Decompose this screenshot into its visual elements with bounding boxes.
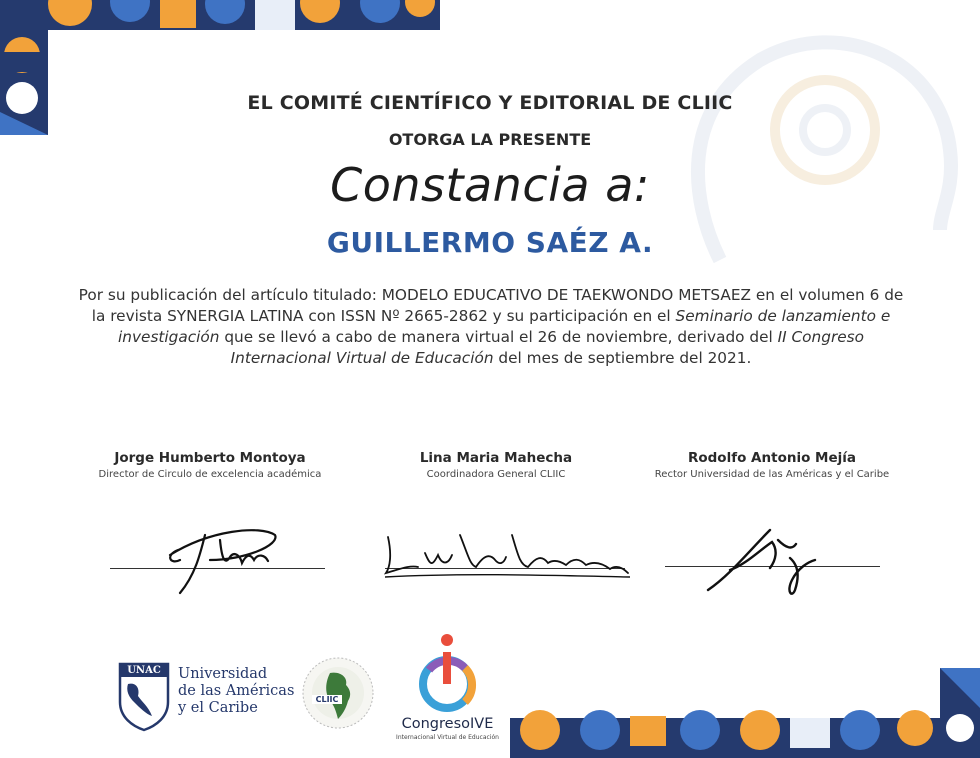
unac-line-3: y el Caribe: [178, 700, 258, 716]
unac-line-1: Universidad: [178, 666, 268, 682]
corner-pattern-top-left: [0, 0, 440, 135]
signer-role: Rector Universidad de las Américas y el Caribe: [654, 469, 890, 480]
signature-block-1: [70, 450, 350, 480]
certificate-title: Constancia a:: [330, 158, 650, 212]
corner-pattern-bottom-right: [510, 668, 980, 758]
certificate-body: [70, 285, 912, 369]
body-text-1: Por su publicación del artículo titulado: MODELO EDUCATIVO DE TAEKWONDO METSAEZ en el volumen 6 de la revista SYNERGIA LATINA con ISSN Nº 2665-2862 y su participación en el: [78, 286, 904, 325]
grants-heading: OTORGA LA PRESENTE: [388, 130, 592, 149]
recipient-name: GUILLERMO SAÉZ A.: [326, 226, 654, 259]
signer-name: Jorge Humberto Montoya: [114, 450, 306, 466]
globe-icon: [300, 655, 376, 731]
body-italic-congress: II Congreso Internacional Virtual de Educación: [230, 328, 864, 367]
cliic-logo: [300, 655, 376, 731]
signer-name: Rodolfo Antonio Mejía: [687, 450, 857, 466]
congreso-subtitle: Internacional Virtual de Educación: [396, 734, 499, 741]
cliic-abbr: CLIIC: [312, 695, 342, 704]
committee-heading: EL COMITÉ CIENTÍFICO Y EDITORIAL DE CLIIC: [247, 92, 733, 114]
unac-logo: [118, 662, 298, 732]
unac-line-2: de las Américas: [178, 683, 295, 699]
body-text-2: que se llevó a cabo de manera virtual el 26 de noviembre, derivado del: [219, 328, 778, 346]
signature-scribble-3: [700, 520, 820, 600]
signature-block-2: [356, 450, 636, 480]
unac-abbr: UNAC: [121, 665, 167, 677]
congreso-mark-icon: [417, 632, 479, 714]
signature-scribble-2: [380, 525, 635, 590]
body-italic-seminar: Seminario de lanzamiento e investigación: [118, 307, 891, 346]
signature-block-3: [632, 450, 912, 480]
signer-role: Director de Circulo de excelencia académica: [98, 469, 322, 480]
congreso-logo: [385, 632, 510, 747]
signer-role: Coordinadora General CLIIC: [426, 469, 566, 480]
signer-name: Lina Maria Mahecha: [419, 450, 573, 466]
signature-scribble-1: [150, 515, 290, 600]
body-text-3: del mes de septiembre del 2021.: [493, 349, 752, 367]
congreso-name: CongresoIVE: [401, 716, 494, 732]
